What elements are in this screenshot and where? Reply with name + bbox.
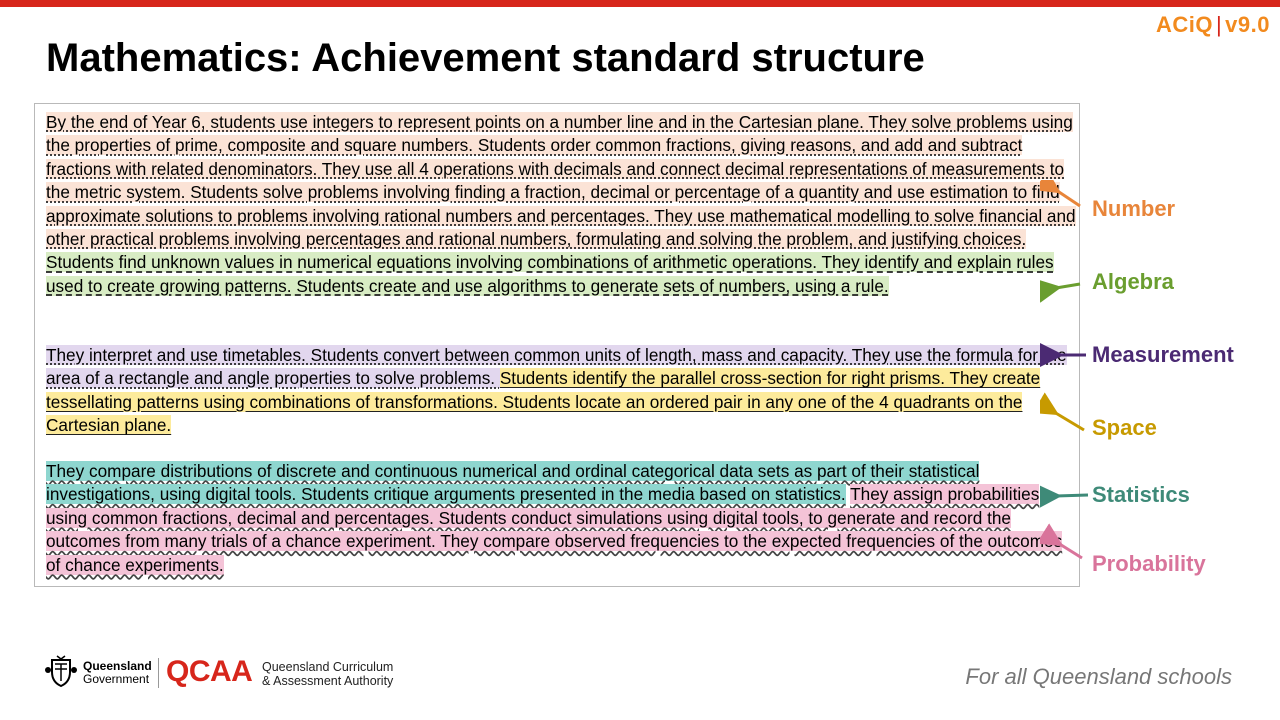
label-algebra: Algebra [1092,269,1174,294]
probability-arrow [1058,543,1082,558]
paragraph-statistics-probability [46,460,1076,577]
label-statistics: Statistics [1092,482,1190,507]
text-probability: They assign probabilities using common fractions, decimal and percentages. Students conduct simulations using digital tools, to generate and record the outcomes from many trials of a chance experiment. They compare observed frequencies to the expected frequencies of the outcomes of chance experiments. [46,484,1063,575]
text-measurement: They interpret and use timetables. Students convert between common units of length, mass and capacity. They use the formula for the area of a rectangle and angle properties to solve problems. [46,345,1067,389]
top-accent-bar [0,0,1280,7]
label-space: Space [1092,415,1157,440]
text-algebra: Students find unknown values in numerical equations involving combinations of arithmetic operations. They identify and explain rules used to create growing patterns. Students create and use algorithms to generate sets of numbers, using a rule. [46,252,1054,296]
footer-divider [158,658,159,688]
statistics-arrow [1056,495,1088,496]
brand-separator: | [1215,12,1223,37]
paragraph-number-algebra [46,111,1076,298]
qcaa-line2: & Assessment Authority [262,674,394,688]
qcaa-logo: QCAA [166,655,253,688]
text-number: By the end of Year 6, students use integers to represent points on a number line and in the Cartesian plane. They solve problems using the properties of prime, composite and square numbers. Students order common fractions, giving reasons, and add and subtract fractions with related denominators. They use all 4 operations with decimals and connect decimal representations of measurements to the metric system. Students solve problems involving finding a fraction, decimal or percentage of a quantity and use estimation to find approximate solutions to problems involving rational numbers and percentages. They use mathematical modelling to solve financial and other practical problems involving percentages and rational numbers, formulating and solving the problem, and justifying choices. [46,112,1076,250]
space-arrow [1054,412,1084,430]
qcaa-line1: Queensland Curriculum [262,660,394,674]
algebra-arrow [1056,284,1080,288]
strand-labels [1040,180,1280,600]
paragraph-measurement-space [46,344,1076,438]
text-space: Students identify the parallel cross-section for right prisms. They create tessellating patterns using combinations of transformations. Students locate an ordered pair in any one of the 4 quadrants on the Cartesian plane. [46,368,1041,436]
queensland-government-wordmark [83,660,152,686]
label-number: Number [1092,196,1176,221]
page-title: Mathematics: Achievement standard structure [46,36,925,80]
gov-line1: Queensland [83,659,152,673]
label-measurement: Measurement [1092,342,1234,367]
number-arrow [1056,190,1080,206]
qcaa-full-name [262,660,393,688]
brand-name: ACiQ [1155,12,1213,37]
brand-version: v9.0 [1225,12,1270,37]
queensland-crest-icon [44,654,78,688]
text-statistics: They compare distributions of discrete and continuous numerical and ordinal categorical data sets as part of their statistical investigations, using digital tools. Students critique arguments presented in the media based on statistics. [46,461,980,505]
label-probability: Probability [1092,551,1206,576]
strand-arrows [1040,180,1280,600]
footer-tagline: For all Queensland schools [965,664,1232,689]
gov-line2: Government [83,672,150,686]
aciq-logo [1156,12,1270,38]
